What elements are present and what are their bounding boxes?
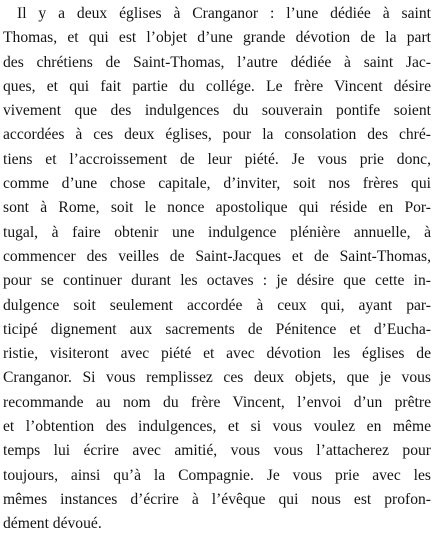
text-line: dulgence soit seulement accordée à ceux qui, ayant par- xyxy=(3,296,431,314)
text-line: commencer des veilles de Saint-Jacques et de Saint-Thomas, xyxy=(3,247,431,265)
text-line: toujours, ainsi qu’à la Compagnie. Je vous prie avec les xyxy=(3,466,431,484)
text-line: et l’obtention des indulgences, et si vous voulez en même xyxy=(3,418,431,436)
text-line: tugal, à faire obtenir une indulgence plénière annuelle, à xyxy=(3,223,431,241)
text-line: ques, et qui fait partie du collége. Le frère Vincent désire xyxy=(3,77,431,95)
text-line: mêmes instances d’écrire à l’évêque qui nous est profon- xyxy=(3,490,431,508)
text-line: ristie, visiteront avec piété et avec dévotion les églises de xyxy=(3,345,431,363)
text-line: Cranganor. Si vous remplissez ces deux objets, que je vous xyxy=(3,369,431,387)
text-line: recommande au nom du frère Vincent, l’envoi d’un prêtre xyxy=(3,393,431,411)
text-line: tiens et l’accroissement de leur piété. Je vous prie donc, xyxy=(3,150,431,168)
body-paragraph xyxy=(3,2,431,537)
text-line: pour se continuer durant les octaves : je désire que cette in- xyxy=(3,272,431,290)
text-line: comme d’une chose capitale, d’inviter, soit nos frères qui xyxy=(3,175,431,193)
text-line: ticipé dignement aux sacrements de Pénitence et d’Eucha- xyxy=(3,320,431,338)
text-line: Thomas, et qui est l’objet d’une grande dévotion de la part xyxy=(3,29,431,47)
text-line: sont à Rome, soit le nonce apostolique qui réside en Por- xyxy=(3,199,431,217)
text-line: accordées à ces deux églises, pour la consolation des chré- xyxy=(3,126,431,144)
text-line: des chrétiens de Saint-Thomas, l’autre dédiée à saint Jac- xyxy=(3,53,431,71)
text-line: temps lui écrire avec amitié, vous vous l’attacherez pour xyxy=(3,442,431,460)
text-line: vivement que des indulgences du souverain pontife soient xyxy=(3,102,431,120)
text-line: Il y a deux églises à Cranganor : l’une dédiée à saint xyxy=(17,5,431,22)
text-line: dément dévoué. xyxy=(3,515,102,533)
